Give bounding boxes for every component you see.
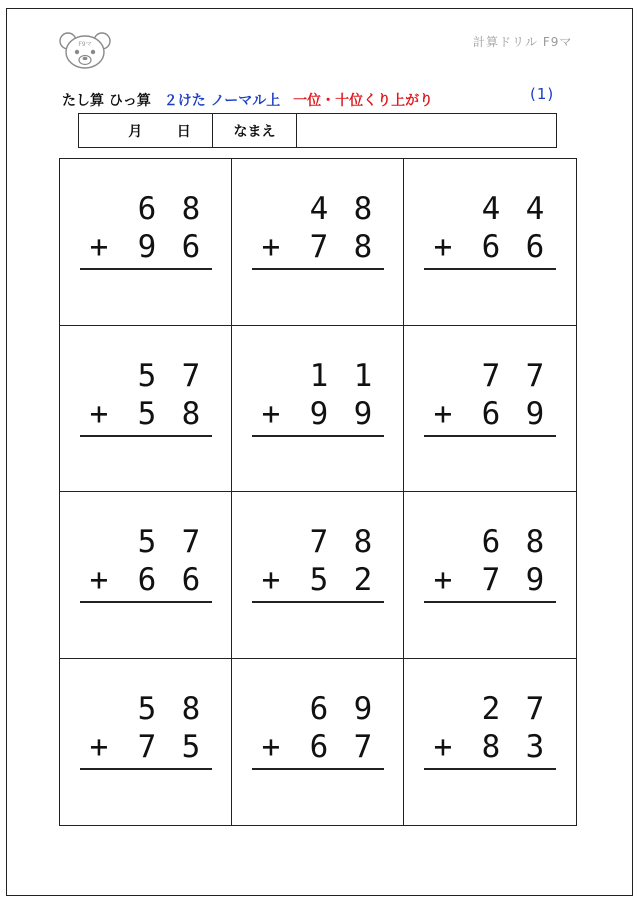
ones-digit: 6 (525, 229, 545, 265)
tens-digit: 5 (137, 690, 157, 727)
tens-digit: 6 (309, 728, 329, 765)
problem-cell (404, 326, 576, 493)
tens-digit: 6 (481, 524, 501, 560)
addend-bottom (80, 729, 212, 767)
plus-sign: + (261, 229, 281, 265)
answer-line (80, 435, 212, 437)
ones-digit: 4 (525, 191, 545, 227)
addend-bottom (252, 396, 384, 434)
title-carry: 一位・十位くり上がり (293, 93, 434, 109)
tens-digit: 6 (481, 395, 501, 432)
ones-digit: 7 (525, 357, 545, 394)
answer-line (252, 768, 384, 770)
month-label: 月 (128, 123, 143, 140)
ones-digit: 1 (353, 357, 373, 394)
tens-digit: 5 (309, 562, 329, 598)
addend-bottom (252, 229, 384, 267)
addend-top (80, 191, 212, 229)
answer-line (424, 768, 556, 770)
ones-digit: 2 (353, 562, 373, 598)
addend-bottom (80, 396, 212, 434)
ones-digit: 9 (353, 690, 373, 727)
ones-digit: 9 (353, 395, 373, 432)
tens-digit: 8 (481, 728, 501, 765)
tens-digit: 4 (309, 191, 329, 227)
ones-digit: 8 (353, 524, 373, 560)
addend-bottom (424, 396, 556, 434)
ones-digit: 7 (181, 524, 201, 560)
page-title (62, 90, 433, 110)
problem-cell (232, 492, 404, 659)
problem-cell (404, 159, 576, 326)
answer-line (424, 435, 556, 437)
ones-digit: 6 (181, 562, 201, 598)
problem-cell (60, 326, 232, 493)
plus-sign: + (89, 562, 109, 598)
problem-grid (59, 158, 577, 826)
name-date-box (78, 113, 557, 148)
tens-digit: 5 (137, 524, 157, 560)
tens-digit: 7 (309, 524, 329, 560)
ones-digit: 9 (525, 395, 545, 432)
name-label: なまえ (213, 114, 297, 147)
tens-digit: 6 (481, 229, 501, 265)
addend-bottom (80, 562, 212, 600)
answer-line (80, 601, 212, 603)
plus-sign: + (433, 229, 453, 265)
ones-digit: 8 (353, 191, 373, 227)
tens-digit: 7 (137, 728, 157, 765)
ones-digit: 9 (525, 562, 545, 598)
addend-top (80, 358, 212, 396)
problem-cell (232, 326, 404, 493)
problem-cell (404, 659, 576, 826)
tens-digit: 5 (137, 357, 157, 394)
addend-top (252, 524, 384, 562)
addend-top (424, 358, 556, 396)
sheet-number: (1) (530, 85, 555, 103)
answer-line (252, 601, 384, 603)
tens-digit: 9 (137, 229, 157, 265)
plus-sign: + (433, 562, 453, 598)
ones-digit: 8 (181, 395, 201, 432)
ones-digit: 7 (353, 728, 373, 765)
answer-line (252, 268, 384, 270)
tens-digit: 6 (137, 562, 157, 598)
plus-sign: + (261, 728, 281, 765)
tens-digit: 7 (309, 229, 329, 265)
bear-face-icon (58, 30, 112, 70)
tens-digit: 1 (309, 357, 329, 394)
answer-line (80, 768, 212, 770)
addend-bottom (80, 229, 212, 267)
plus-sign: + (89, 395, 109, 432)
tens-digit: 6 (137, 191, 157, 227)
date-field[interactable] (79, 114, 213, 147)
ones-digit: 7 (181, 357, 201, 394)
addend-bottom (424, 562, 556, 600)
ones-digit: 8 (353, 229, 373, 265)
ones-digit: 3 (525, 728, 545, 765)
ones-digit: 8 (181, 690, 201, 727)
tens-digit: 7 (481, 357, 501, 394)
ones-digit: 5 (181, 728, 201, 765)
ones-digit: 8 (525, 524, 545, 560)
problem-cell (60, 159, 232, 326)
name-field[interactable] (297, 114, 556, 147)
tens-digit: 7 (481, 562, 501, 598)
plus-sign: + (89, 229, 109, 265)
tens-digit: 4 (481, 191, 501, 227)
plus-sign: + (261, 562, 281, 598)
addend-bottom (424, 729, 556, 767)
day-label: 日 (176, 123, 191, 140)
ones-digit: 7 (525, 690, 545, 727)
tens-digit: 6 (309, 690, 329, 727)
answer-line (252, 435, 384, 437)
title-level: ２けた ノーマル上 (163, 93, 281, 109)
problem-cell (404, 492, 576, 659)
answer-line (424, 601, 556, 603)
addend-top (424, 524, 556, 562)
ones-digit: 8 (181, 191, 201, 227)
addend-top (80, 524, 212, 562)
problem-cell (60, 659, 232, 826)
brand-label: 計算ドリル F9マ (473, 35, 573, 49)
answer-line (80, 268, 212, 270)
plus-sign: + (433, 395, 453, 432)
answer-line (424, 268, 556, 270)
addend-bottom (252, 562, 384, 600)
addend-top (424, 191, 556, 229)
tens-digit: 2 (481, 690, 501, 727)
addend-top (252, 191, 384, 229)
plus-sign: + (89, 728, 109, 765)
problem-cell (232, 659, 404, 826)
plus-sign: + (261, 395, 281, 432)
tens-digit: 5 (137, 395, 157, 432)
plus-sign: + (433, 728, 453, 765)
addend-bottom (252, 729, 384, 767)
addend-top (252, 691, 384, 729)
tens-digit: 9 (309, 395, 329, 432)
problem-cell (60, 492, 232, 659)
ones-digit: 6 (181, 229, 201, 265)
addend-top (424, 691, 556, 729)
svg-text:F9マ: F9マ (78, 41, 92, 48)
addend-top (252, 358, 384, 396)
title-operation: たし算 ひっ算 (62, 93, 151, 109)
problem-cell (232, 159, 404, 326)
addend-bottom (424, 229, 556, 267)
addend-top (80, 691, 212, 729)
